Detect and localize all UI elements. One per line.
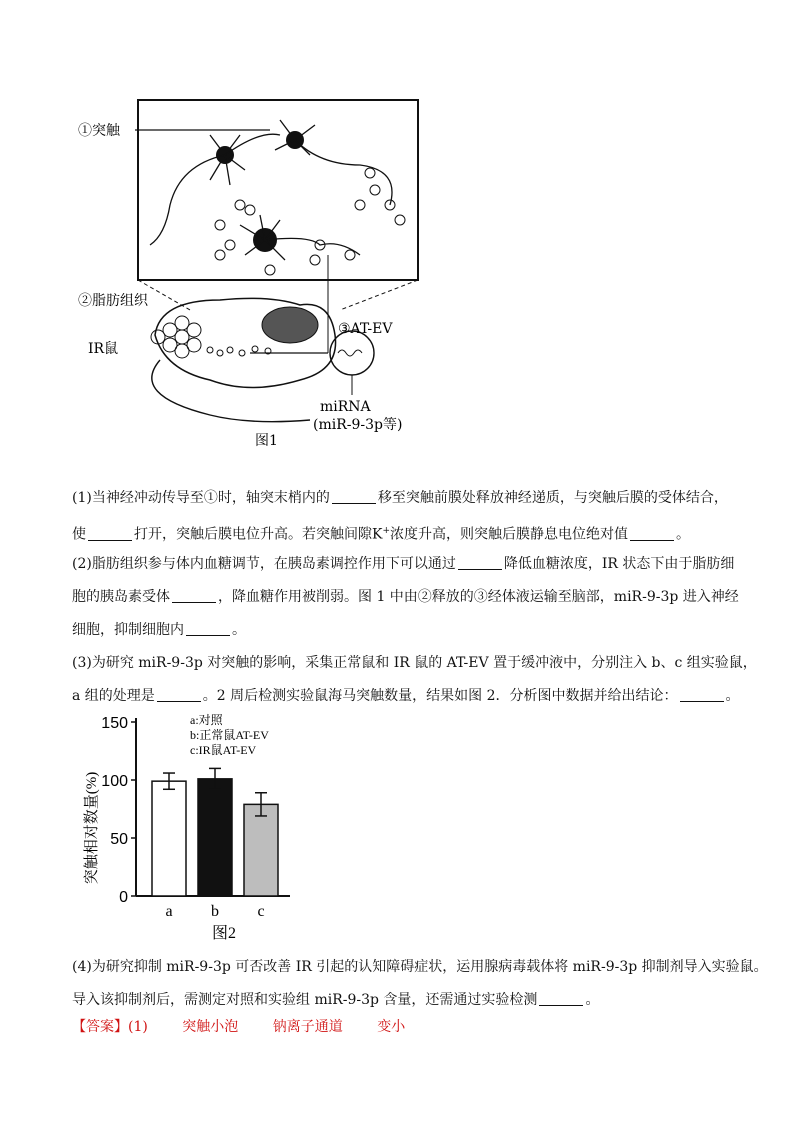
bar-b (198, 779, 232, 896)
legend-entry-0: a:对照 (190, 713, 223, 727)
answer-blank[interactable] (458, 555, 502, 570)
figure-1-caption: 图1 (255, 433, 278, 449)
vesicle-trail (207, 346, 271, 356)
bar-a (152, 781, 186, 896)
answer-2: 钠离子通道 (272, 1019, 343, 1035)
answer-1: 突触小泡 (182, 1019, 239, 1035)
answer-blank[interactable] (172, 588, 216, 603)
figure-1 (70, 95, 460, 465)
answer-blank[interactable] (539, 991, 583, 1006)
question-3-line-2: a 组的处理是 。2 周后检测实验鼠海马突触数量，结果如图 2．分析图中数据并给出结论： 。 (72, 688, 740, 704)
question-1-line-2: 使 打开，突触后膜电位升高。若突触间隙K+浓度升高，则突触后膜静息电位绝对值 。 (72, 526, 691, 543)
answer-blank[interactable] (332, 489, 376, 504)
question-4-line-1: (4)为研究抑制 miR-9-3p 可否改善 IR 引起的认知障碍症状，运用腺病毒载体将 miR-9-3p 抑制剂导入实验鼠。 (72, 959, 768, 975)
label-atev: ③AT-EV (338, 321, 393, 337)
answer-3: 变小 (377, 1019, 406, 1035)
y-tick-label: 150 (101, 715, 128, 732)
y-tick-label: 100 (101, 773, 128, 790)
bar-chart (78, 708, 318, 948)
y-tick-label: 0 (119, 889, 128, 906)
atev-vesicle-magnified (330, 331, 374, 375)
question-2-line-3: 细胞，抑制细胞内 。 (72, 622, 246, 638)
question-2-line-1: (2)脂肪组织参与体内血糖调节，在胰岛素调控作用下可以通过 降低血糖浓度，IR 状态下由于脂肪细 (72, 556, 735, 572)
answer-blank[interactable] (630, 526, 674, 541)
x-tick-label-a: a (165, 903, 173, 920)
answer-blank[interactable] (157, 687, 201, 702)
label-mirna: miRNA (320, 399, 371, 415)
y-tick-label: 50 (110, 831, 128, 848)
bar-c (244, 804, 278, 896)
mouse-tail (152, 360, 310, 422)
figure-2-caption: 图2 (211, 925, 237, 942)
question-4-line-2: 导入该抑制剂后，需测定对照和实验组 miR-9-3p 含量，还需通过实验检测 。 (72, 992, 600, 1008)
answer-prefix: 【答案】(1) (72, 1019, 148, 1035)
question-2-line-2: 胞的胰岛素受体 ，降血糖作用被削弱。图 1 中由②释放的③经体液运输至脑部，miR-9-3p 进入神经 (72, 589, 739, 605)
legend-entry-2: c:IR鼠AT-EV (190, 743, 257, 757)
label-mirna-detail: (miR-9-3p等) (313, 417, 403, 433)
question-1-line-1: (1)当神经冲动传导至①时，轴突末梢内的 移至突触前膜处释放神经递质，与突触后膜的受体结合， (72, 490, 728, 506)
label-adipose: ②脂肪组织 (78, 293, 148, 309)
y-axis-label: 突触相对数量(%) (84, 771, 100, 885)
answer-blank[interactable] (680, 687, 724, 702)
zoom-line-right (340, 280, 418, 310)
label-synapse: ①突触 (78, 123, 120, 139)
answer-line (72, 1016, 435, 1036)
question-3-line-1: (3)为研究 miR-9-3p 对突触的影响，采集正常鼠和 IR 鼠的 AT-EV 置于缓冲液中，分别注入 b、c 组实验鼠， (72, 655, 757, 671)
figure-1-diagram (70, 95, 460, 465)
neuron-processes (150, 120, 392, 260)
vesicles-brain (215, 168, 405, 275)
x-tick-label-b: b (211, 903, 219, 920)
mouse-brain (262, 307, 318, 343)
legend-entry-1: b:正常鼠AT-EV (190, 728, 269, 742)
label-ir-mouse: IR鼠 (88, 341, 119, 357)
x-tick-label-c: c (257, 903, 265, 920)
answer-blank[interactable] (186, 621, 230, 636)
mirna-squiggle (338, 350, 362, 356)
figure-2-chart (78, 708, 318, 948)
answer-blank[interactable] (88, 526, 132, 541)
